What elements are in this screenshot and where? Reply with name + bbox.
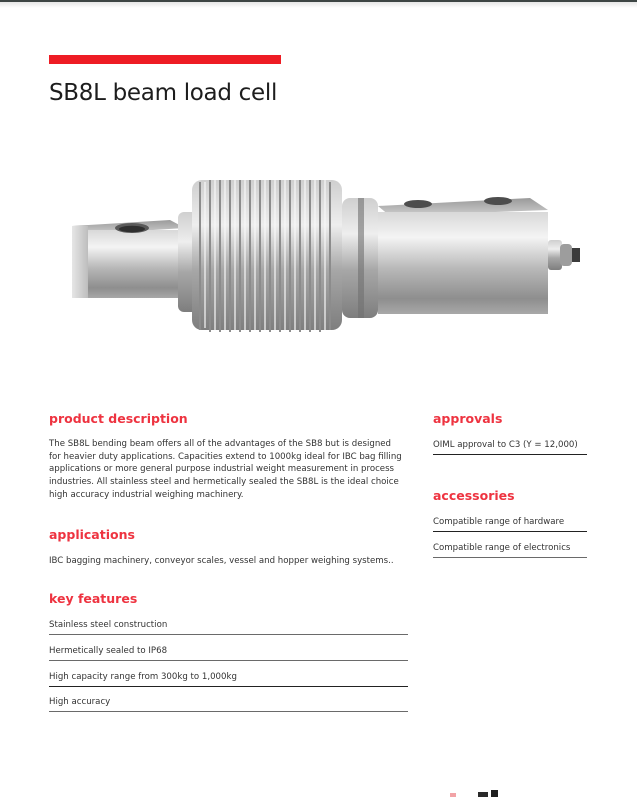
page-title: SB8L beam load cell [49,80,278,106]
brand-logo-icon [445,790,505,797]
description-line: for heavier duty applications. Capacities extend to 1000kg ideal for IBC bag filling [49,451,402,462]
product-description-text [49,438,409,502]
description-line: high accuracy industrial weighing machinery. [49,489,244,500]
description-line: industries. All stainless steel and hermetically sealed the SB8L is the ideal choice [49,477,399,488]
approvals-heading: approvals [433,411,503,426]
key-feature-item: High accuracy [49,697,408,712]
key-feature-item: Hermetically sealed to IP68 [49,646,408,661]
load-cell-photo-icon [60,168,600,358]
key-features-heading: key features [49,591,138,606]
approval-item: OIML approval to C3 (Y = 12,000) [433,440,587,455]
top-shadow [0,2,637,8]
title-accent-bar [49,55,281,64]
product-description-heading: product description [49,411,188,426]
applications-heading: applications [49,527,135,542]
applications-text: IBC bagging machinery, conveyor scales, vessel and hopper weighing systems.. [49,556,394,566]
key-feature-item: Stainless steel construction [49,620,408,635]
accessory-item: Compatible range of electronics [433,543,587,558]
key-feature-item: High capacity range from 300kg to 1,000kg [49,672,408,687]
accessories-heading: accessories [433,488,515,503]
accessory-item: Compatible range of hardware [433,517,587,532]
description-line: The SB8L bending beam offers all of the advantages of the SB8 but is designed [49,439,392,449]
description-line: applications or more general purpose industrial weight measurement in process [49,464,395,475]
bellows-ribs [192,180,342,332]
